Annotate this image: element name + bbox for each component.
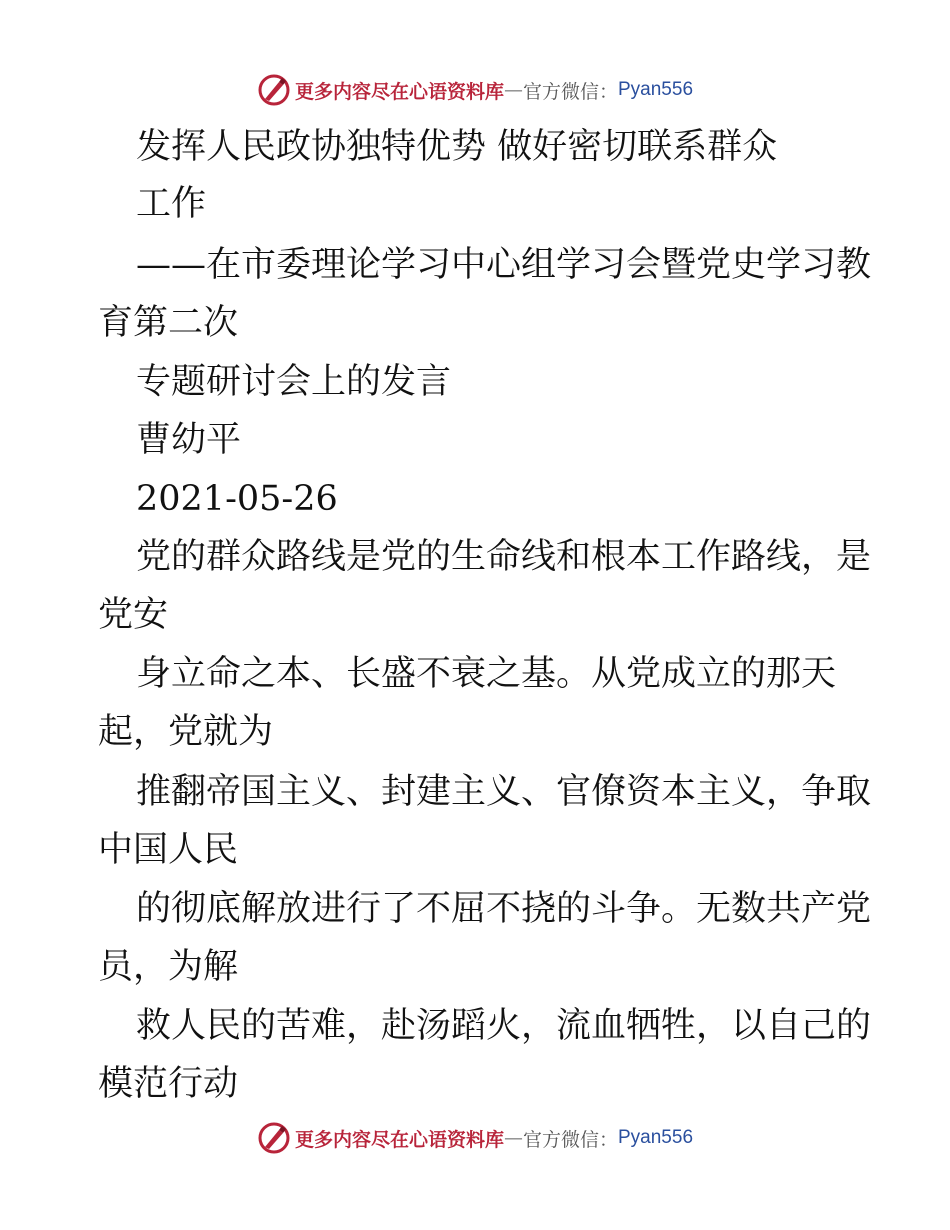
doc-date: 2021-05-26: [136, 479, 338, 519]
brush-pen-logo-icon: [257, 1121, 291, 1155]
header-watermark-banner: [0, 70, 950, 110]
banner-mid-text: 官方微信：: [522, 1128, 618, 1151]
brush-pen-logo-icon: [257, 73, 291, 107]
footer-watermark-banner: [0, 1118, 950, 1158]
body-line: 模范行动: [98, 1064, 239, 1104]
banner-account: Pyan556: [618, 79, 694, 100]
body-line: 中国人民: [98, 830, 239, 870]
banner-dash: —: [503, 79, 523, 101]
doc-author: 曹幼平: [136, 420, 242, 460]
doc-title-line-1: 发挥人民政协独特优势 做好密切联系群众: [136, 127, 778, 167]
banner-lead-text: 更多内容尽在心语资料库: [294, 80, 504, 103]
body-line: 起，党就为: [98, 712, 274, 752]
banner-account: Pyan556: [618, 1127, 694, 1148]
body-line: 身立命之本、长盛不衰之基。从党成立的那天: [136, 654, 837, 694]
doc-title-line-2: 工作: [136, 184, 207, 224]
banner-lead-text: 更多内容尽在心语资料库: [294, 1128, 504, 1151]
body-line: 员，为解: [98, 947, 239, 987]
body-line: 救人民的苦难，赴汤蹈火，流血牺牲，以自己的: [136, 1006, 872, 1046]
body-line: 党的群众路线是党的生命线和根本工作路线，是: [136, 537, 872, 577]
doc-subtitle-line-2: 育第二次: [98, 303, 239, 343]
body-line: 的彻底解放进行了不屈不挠的斗争。无数共产党: [136, 889, 872, 929]
banner-mid-text: 官方微信：: [522, 80, 618, 103]
body-line: 党安: [98, 595, 169, 635]
doc-subtitle-line-1: ——在市委理论学习中心组学习会暨党史学习教: [136, 245, 872, 285]
banner-dash: —: [503, 1127, 523, 1149]
body-line: 推翻帝国主义、封建主义、官僚资本主义，争取: [136, 772, 872, 812]
doc-subtitle-line-3: 专题研讨会上的发言: [136, 362, 452, 402]
